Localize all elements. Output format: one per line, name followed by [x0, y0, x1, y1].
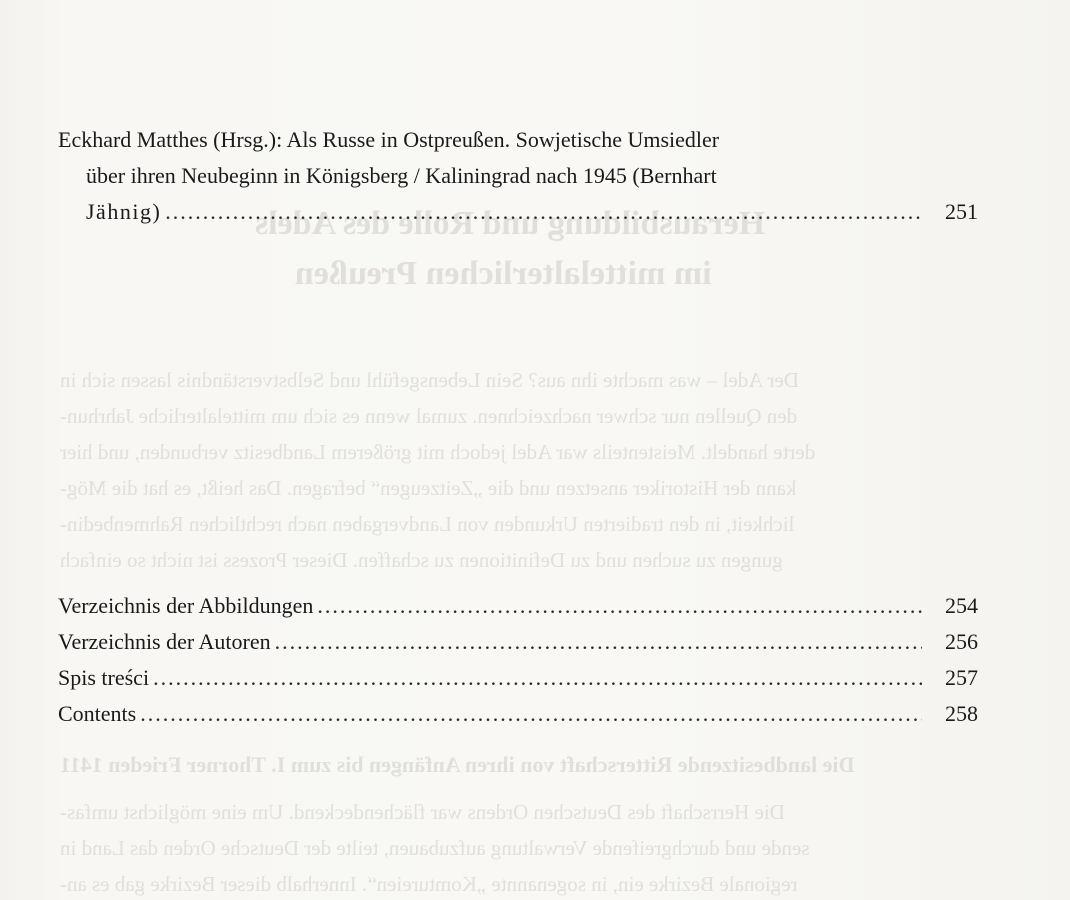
toc-entry-line-2: über ihren Neubeginn in Königsberg / Kaliningrad nach 1945 (Bernhart	[86, 163, 717, 188]
dot-leader	[153, 660, 922, 696]
toc-entry-title: Contents	[58, 701, 137, 726]
toc-entry-matthes	[58, 122, 978, 230]
page-number: 257	[945, 665, 978, 690]
dot-leader	[165, 194, 922, 230]
toc-entry-author: Jähnig)	[86, 199, 162, 224]
toc-entry-title: Verzeichnis der Autoren	[58, 629, 271, 654]
page-number: 251	[945, 199, 978, 224]
toc-entry-autoren	[58, 624, 978, 660]
toc-entry-title: Verzeichnis der Abbildungen	[58, 593, 314, 618]
toc-entry-contents	[58, 696, 978, 732]
toc-entry-title: Spis treści	[58, 665, 150, 690]
page-number: 258	[945, 701, 978, 726]
show-through-ghost-text: Herausbildung und Rolle des Adels im mittelalterlichen Preußen Der Adel – was machte ihn aus? Sein Lebensgefühl und Selbstverständnis lassen sich in den Quellen nur schwer nachzeichnen. zumal wenn es sich um mittelalterliche Jahrhun- derte handelt. Meistenteils war Adel jedoch mit größerem Landbesitz verbunden, und hier kann der Historiker ansetzen und die „Zeitzeugen“ befragen. Das heißt, es hat die Mög- lichkeit, in den tradierten Urkunden von Landvergaben nach rechtlichen Rahmenbedin- gungen zu suchen und zu Definitionen zu schaffen. Dieser Prozess ist nicht so einfach Die landbesitzende Ritterschaft von ihren Anfängen bis zum I. Thorner Frieden 1411 Die Herrschaft des Deutschen Ordens war flächendeckend. Um eine möglichst umfas- sende und durchgreifende Verwaltung aufzubauen, teilte der Deutsche Orden das Land in regionale Bezirke ein, in sogenannte „Komtureien“. Innerhalb dieser Bezirke gab es an-	[60, 205, 855, 896]
page-number: 256	[945, 629, 978, 654]
toc-entry-line-1: Eckhard Matthes (Hrsg.): Als Russe in Ostpreußen. Sowjetische Umsiedler	[58, 127, 720, 152]
page-number: 254	[945, 593, 978, 618]
dot-leader	[275, 624, 922, 660]
toc-entry-abbildungen	[58, 588, 978, 624]
toc-entry-spis-tresci	[58, 660, 978, 696]
toc-entry-line-3	[58, 194, 978, 230]
toc-list-appendix	[58, 588, 978, 732]
dot-leader	[140, 696, 922, 732]
dot-leader	[317, 588, 922, 624]
